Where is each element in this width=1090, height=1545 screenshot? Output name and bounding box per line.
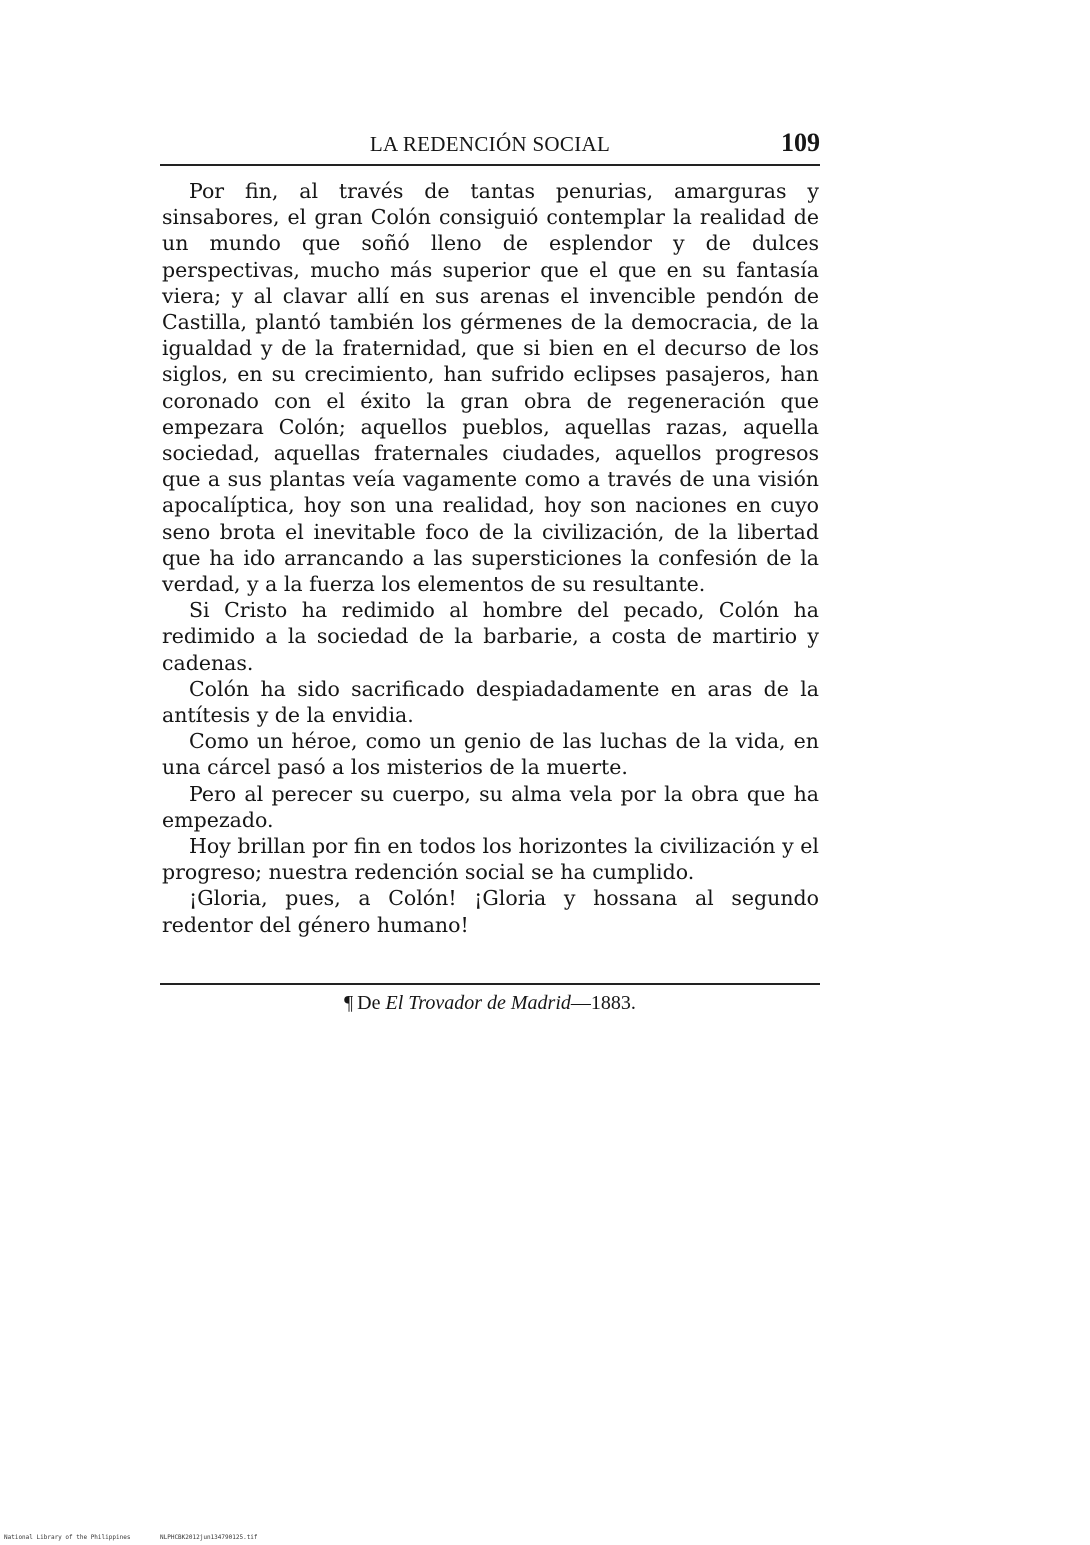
paragraph: Pero al perecer su cuerpo, su alma vela por la obra que ha empezado. [162, 781, 819, 832]
source-prefix: De [357, 992, 381, 1014]
source-year: —1883. [570, 992, 636, 1014]
scan-footer-library: National Library of the Philippines [4, 1534, 131, 1541]
paragraph: Como un héroe, como un genio de las luchas de la vida, en una cárcel pasó a los misterios de la muerte. [162, 729, 819, 780]
source-note [160, 992, 820, 1015]
paragraph: Por fin, al través de tantas penurias, amarguras y sinsabores, el gran Colón consiguió contemplar la realidad de un mundo que soñó lleno de esplendor y de dulces perspectivas, mucho más superior que el que en su fantasía viera; y al clavar allí en sus arenas el invencible pendón de Castilla, plantó también los gérmenes de la democracia, de la igualdad y de la fraternidad, que si bien en el decurso de los siglos, en su crecimiento, han sufrido eclipses pasajeros, han coronado con el éxito la gran obra de regeneración que empezara Colón; aquellos pueblos, aquellas razas, aquella sociedad, aquellas fraternales ciudades, aquellos progresos que a sus plantas veía vagamente como a través de una visión apocalíptica, hoy son una realidad, hoy son naciones en cuyo seno brota el inevitable foco de la civilización, de la libertad que ha ido arrancando a las supersticiones la confesión de la verdad, y a la fuerza los elementos de su resultante. [162, 179, 819, 597]
scan-footer-filename: NLPHCBK2012jun134790125.tif [160, 1534, 258, 1541]
paragraph: ¡Gloria, pues, a Colón! ¡Gloria y hossana al segundo redentor del género humano! [162, 886, 819, 937]
header-rule [160, 164, 820, 166]
page-number: 109 [781, 128, 820, 157]
body-text [162, 178, 819, 938]
running-title: LA REDENCIÓN SOCIAL [369, 132, 611, 156]
paragraph: Hoy brillan por fin en todos los horizontes la civilización y el progreso; nuestra redención social se ha cumplido. [162, 834, 819, 885]
running-head [160, 128, 820, 164]
paragraph: Colón ha sido sacrificado despiadadamente en aras de la antítesis y de la envidia. [162, 676, 819, 728]
source-work-title: El Trovador de Madrid [385, 992, 571, 1014]
footer-rule [160, 983, 820, 985]
pilcrow-icon: ¶ [344, 992, 354, 1014]
paragraph: Si Cristo ha redimido al hombre del pecado, Colón ha redimido a la sociedad de la barbarie, a costa de martirio y cadenas. [162, 598, 819, 675]
